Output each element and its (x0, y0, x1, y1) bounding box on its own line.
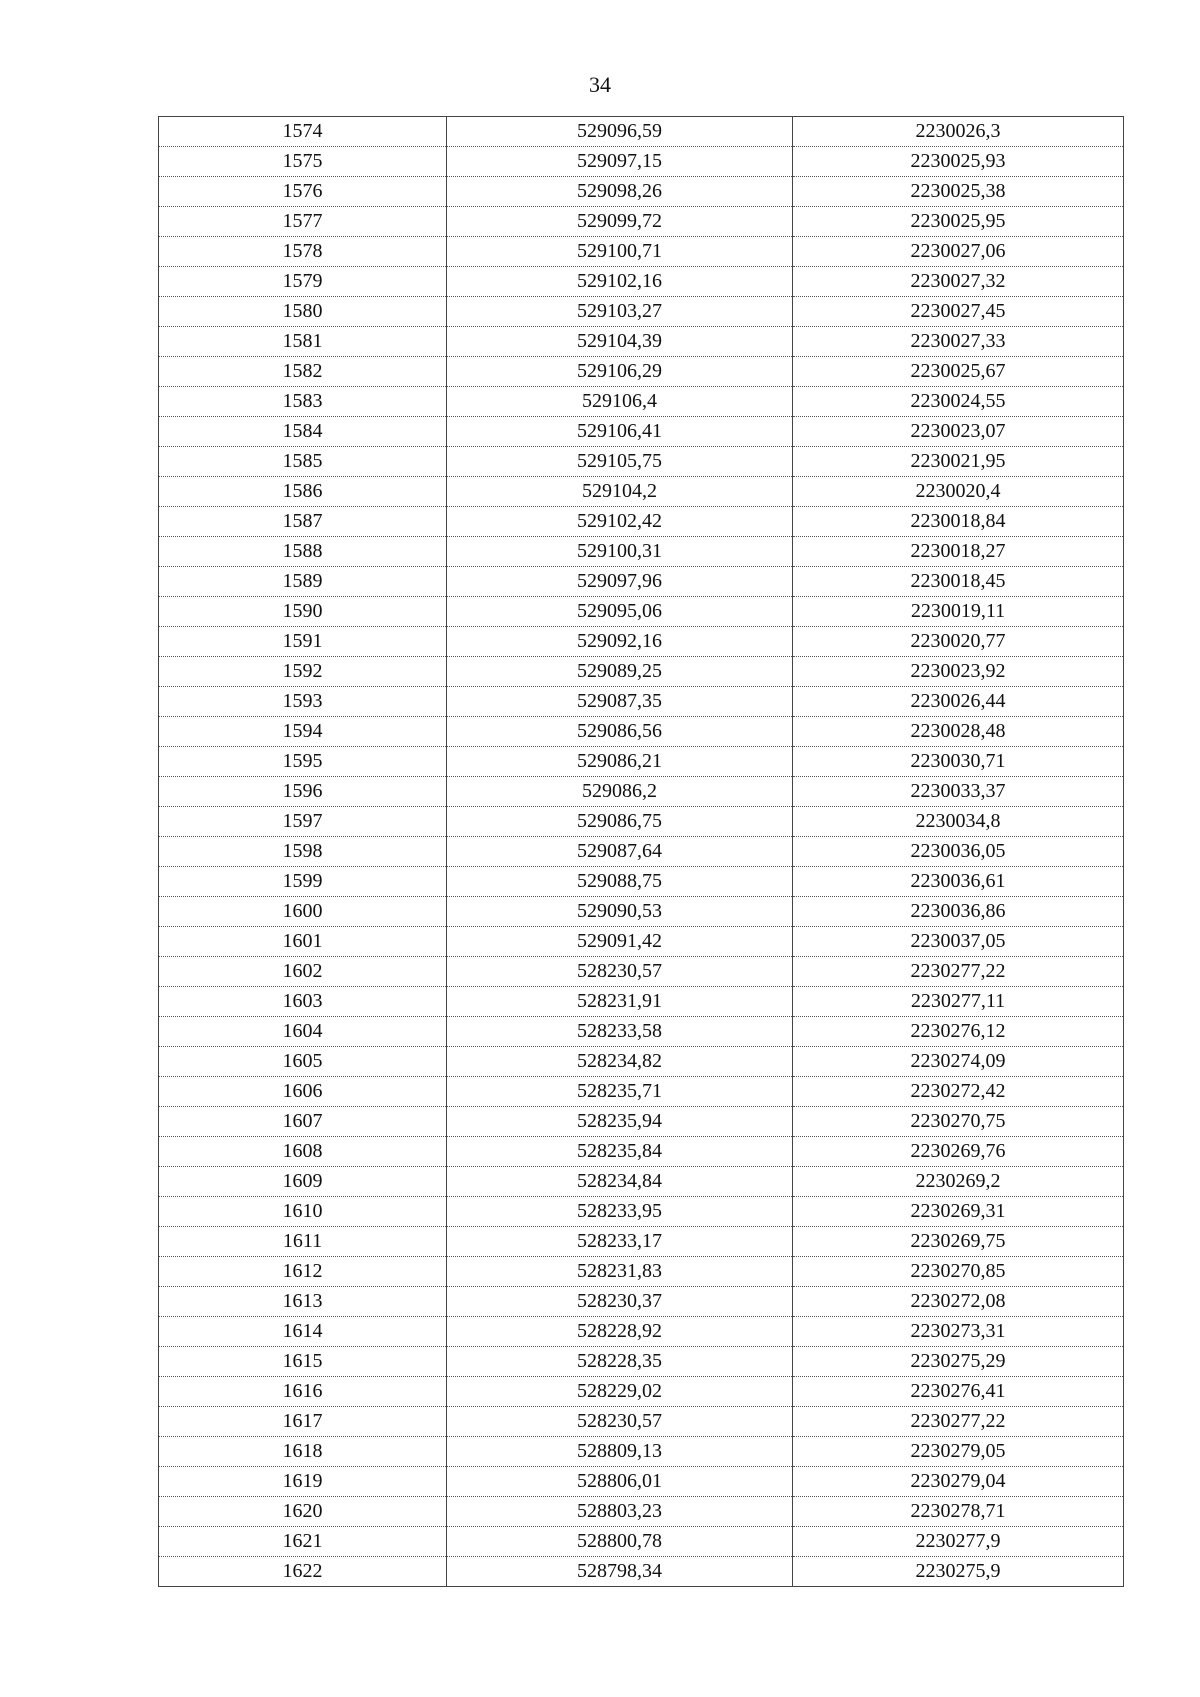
x-coordinate-cell: 528798,34 (447, 1557, 793, 1587)
y-coordinate-cell: 2230025,67 (793, 357, 1124, 387)
x-coordinate-cell: 528235,71 (447, 1077, 793, 1107)
table-row (159, 687, 1124, 717)
y-coordinate-cell: 2230025,95 (793, 207, 1124, 237)
point-number-cell: 1575 (159, 147, 447, 177)
x-coordinate-cell: 528231,83 (447, 1257, 793, 1287)
x-coordinate-cell: 529086,2 (447, 777, 793, 807)
table-row (159, 1497, 1124, 1527)
table-row (159, 1317, 1124, 1347)
y-coordinate-cell: 2230277,22 (793, 1407, 1124, 1437)
point-number-cell: 1614 (159, 1317, 447, 1347)
y-coordinate-cell: 2230027,45 (793, 297, 1124, 327)
table-row (159, 777, 1124, 807)
point-number-cell: 1588 (159, 537, 447, 567)
y-coordinate-cell: 2230024,55 (793, 387, 1124, 417)
table-row (159, 957, 1124, 987)
table-row (159, 1257, 1124, 1287)
y-coordinate-cell: 2230018,45 (793, 567, 1124, 597)
table-row (159, 1287, 1124, 1317)
point-number-cell: 1604 (159, 1017, 447, 1047)
x-coordinate-cell: 529092,16 (447, 627, 793, 657)
x-coordinate-cell: 529088,75 (447, 867, 793, 897)
y-coordinate-cell: 2230276,12 (793, 1017, 1124, 1047)
table-row (159, 807, 1124, 837)
x-coordinate-cell: 529091,42 (447, 927, 793, 957)
y-coordinate-cell: 2230033,37 (793, 777, 1124, 807)
table-row (159, 987, 1124, 1017)
table-row (159, 1137, 1124, 1167)
table-row (159, 297, 1124, 327)
x-coordinate-cell: 529103,27 (447, 297, 793, 327)
point-number-cell: 1599 (159, 867, 447, 897)
point-number-cell: 1619 (159, 1467, 447, 1497)
point-number-cell: 1618 (159, 1437, 447, 1467)
table-row (159, 327, 1124, 357)
point-number-cell: 1582 (159, 357, 447, 387)
y-coordinate-cell: 2230027,32 (793, 267, 1124, 297)
point-number-cell: 1578 (159, 237, 447, 267)
x-coordinate-cell: 528809,13 (447, 1437, 793, 1467)
point-number-cell: 1586 (159, 477, 447, 507)
y-coordinate-cell: 2230277,9 (793, 1527, 1124, 1557)
table-row (159, 837, 1124, 867)
x-coordinate-cell: 529100,31 (447, 537, 793, 567)
x-coordinate-cell: 528228,35 (447, 1347, 793, 1377)
y-coordinate-cell: 2230279,04 (793, 1467, 1124, 1497)
y-coordinate-cell: 2230036,86 (793, 897, 1124, 927)
x-coordinate-cell: 529106,4 (447, 387, 793, 417)
y-coordinate-cell: 2230037,05 (793, 927, 1124, 957)
x-coordinate-cell: 529095,06 (447, 597, 793, 627)
table-row (159, 657, 1124, 687)
table-row (159, 747, 1124, 777)
x-coordinate-cell: 528230,37 (447, 1287, 793, 1317)
x-coordinate-cell: 528235,84 (447, 1137, 793, 1167)
y-coordinate-cell: 2230021,95 (793, 447, 1124, 477)
table-row (159, 267, 1124, 297)
page-number: 34 (589, 72, 611, 97)
y-coordinate-cell: 2230275,29 (793, 1347, 1124, 1377)
y-coordinate-cell: 2230034,8 (793, 807, 1124, 837)
point-number-cell: 1596 (159, 777, 447, 807)
x-coordinate-cell: 529087,64 (447, 837, 793, 867)
point-number-cell: 1584 (159, 417, 447, 447)
table-row (159, 1347, 1124, 1377)
x-coordinate-cell: 529102,42 (447, 507, 793, 537)
x-coordinate-cell: 529096,59 (447, 117, 793, 147)
point-number-cell: 1600 (159, 897, 447, 927)
point-number-cell: 1598 (159, 837, 447, 867)
x-coordinate-cell: 528231,91 (447, 987, 793, 1017)
point-number-cell: 1583 (159, 387, 447, 417)
point-number-cell: 1595 (159, 747, 447, 777)
x-coordinate-cell: 528234,84 (447, 1167, 793, 1197)
point-number-cell: 1591 (159, 627, 447, 657)
coordinates-table-body (159, 117, 1124, 1587)
point-number-cell: 1607 (159, 1107, 447, 1137)
y-coordinate-cell: 2230272,08 (793, 1287, 1124, 1317)
y-coordinate-cell: 2230274,09 (793, 1047, 1124, 1077)
table-row (159, 1017, 1124, 1047)
table-row (159, 597, 1124, 627)
point-number-cell: 1580 (159, 297, 447, 327)
table-row (159, 1407, 1124, 1437)
point-number-cell: 1611 (159, 1227, 447, 1257)
x-coordinate-cell: 528803,23 (447, 1497, 793, 1527)
table-row (159, 1557, 1124, 1587)
y-coordinate-cell: 2230026,44 (793, 687, 1124, 717)
table-row (159, 447, 1124, 477)
table-row (159, 1527, 1124, 1557)
table-row (159, 717, 1124, 747)
point-number-cell: 1616 (159, 1377, 447, 1407)
point-number-cell: 1576 (159, 177, 447, 207)
point-number-cell: 1608 (159, 1137, 447, 1167)
point-number-cell: 1620 (159, 1497, 447, 1527)
y-coordinate-cell: 2230020,77 (793, 627, 1124, 657)
point-number-cell: 1585 (159, 447, 447, 477)
x-coordinate-cell: 529089,25 (447, 657, 793, 687)
x-coordinate-cell: 529097,15 (447, 147, 793, 177)
y-coordinate-cell: 2230273,31 (793, 1317, 1124, 1347)
point-number-cell: 1622 (159, 1557, 447, 1587)
y-coordinate-cell: 2230275,9 (793, 1557, 1124, 1587)
table-row (159, 627, 1124, 657)
point-number-cell: 1577 (159, 207, 447, 237)
x-coordinate-cell: 528235,94 (447, 1107, 793, 1137)
table-row (159, 1167, 1124, 1197)
table-row (159, 147, 1124, 177)
y-coordinate-cell: 2230277,22 (793, 957, 1124, 987)
table-row (159, 1047, 1124, 1077)
point-number-cell: 1603 (159, 987, 447, 1017)
y-coordinate-cell: 2230025,93 (793, 147, 1124, 177)
x-coordinate-cell: 529086,56 (447, 717, 793, 747)
y-coordinate-cell: 2230019,11 (793, 597, 1124, 627)
x-coordinate-cell: 529106,41 (447, 417, 793, 447)
x-coordinate-cell: 529104,2 (447, 477, 793, 507)
point-number-cell: 1597 (159, 807, 447, 837)
point-number-cell: 1593 (159, 687, 447, 717)
point-number-cell: 1612 (159, 1257, 447, 1287)
coordinates-table (158, 116, 1124, 1587)
point-number-cell: 1621 (159, 1527, 447, 1557)
table-row (159, 477, 1124, 507)
table-row (159, 1197, 1124, 1227)
x-coordinate-cell: 529106,29 (447, 357, 793, 387)
x-coordinate-cell: 528806,01 (447, 1467, 793, 1497)
table-row (159, 177, 1124, 207)
y-coordinate-cell: 2230018,84 (793, 507, 1124, 537)
x-coordinate-cell: 529097,96 (447, 567, 793, 597)
point-number-cell: 1613 (159, 1287, 447, 1317)
table-row (159, 507, 1124, 537)
x-coordinate-cell: 528233,17 (447, 1227, 793, 1257)
point-number-cell: 1581 (159, 327, 447, 357)
point-number-cell: 1615 (159, 1347, 447, 1377)
table-row (159, 117, 1124, 147)
table-row (159, 867, 1124, 897)
y-coordinate-cell: 2230018,27 (793, 537, 1124, 567)
y-coordinate-cell: 2230269,31 (793, 1197, 1124, 1227)
y-coordinate-cell: 2230027,33 (793, 327, 1124, 357)
table-row (159, 1107, 1124, 1137)
x-coordinate-cell: 529086,75 (447, 807, 793, 837)
y-coordinate-cell: 2230036,05 (793, 837, 1124, 867)
x-coordinate-cell: 528800,78 (447, 1527, 793, 1557)
x-coordinate-cell: 528234,82 (447, 1047, 793, 1077)
y-coordinate-cell: 2230279,05 (793, 1437, 1124, 1467)
x-coordinate-cell: 529105,75 (447, 447, 793, 477)
point-number-cell: 1605 (159, 1047, 447, 1077)
table-row (159, 1467, 1124, 1497)
point-number-cell: 1590 (159, 597, 447, 627)
y-coordinate-cell: 2230269,2 (793, 1167, 1124, 1197)
point-number-cell: 1602 (159, 957, 447, 987)
y-coordinate-cell: 2230278,71 (793, 1497, 1124, 1527)
y-coordinate-cell: 2230276,41 (793, 1377, 1124, 1407)
x-coordinate-cell: 529104,39 (447, 327, 793, 357)
table-row (159, 207, 1124, 237)
x-coordinate-cell: 528228,92 (447, 1317, 793, 1347)
y-coordinate-cell: 2230026,3 (793, 117, 1124, 147)
table-row (159, 537, 1124, 567)
table-row (159, 417, 1124, 447)
table-row (159, 1377, 1124, 1407)
table-row (159, 357, 1124, 387)
y-coordinate-cell: 2230270,75 (793, 1107, 1124, 1137)
y-coordinate-cell: 2230269,75 (793, 1227, 1124, 1257)
point-number-cell: 1609 (159, 1167, 447, 1197)
point-number-cell: 1606 (159, 1077, 447, 1107)
x-coordinate-cell: 529099,72 (447, 207, 793, 237)
y-coordinate-cell: 2230020,4 (793, 477, 1124, 507)
y-coordinate-cell: 2230023,07 (793, 417, 1124, 447)
y-coordinate-cell: 2230277,11 (793, 987, 1124, 1017)
x-coordinate-cell: 528233,95 (447, 1197, 793, 1227)
x-coordinate-cell: 528230,57 (447, 957, 793, 987)
point-number-cell: 1601 (159, 927, 447, 957)
x-coordinate-cell: 528230,57 (447, 1407, 793, 1437)
point-number-cell: 1587 (159, 507, 447, 537)
y-coordinate-cell: 2230036,61 (793, 867, 1124, 897)
table-row (159, 1227, 1124, 1257)
y-coordinate-cell: 2230025,38 (793, 177, 1124, 207)
table-row (159, 387, 1124, 417)
table-row (159, 237, 1124, 267)
table-row (159, 567, 1124, 597)
x-coordinate-cell: 529100,71 (447, 237, 793, 267)
table-row (159, 897, 1124, 927)
x-coordinate-cell: 529098,26 (447, 177, 793, 207)
point-number-cell: 1617 (159, 1407, 447, 1437)
y-coordinate-cell: 2230269,76 (793, 1137, 1124, 1167)
point-number-cell: 1589 (159, 567, 447, 597)
x-coordinate-cell: 529087,35 (447, 687, 793, 717)
y-coordinate-cell: 2230023,92 (793, 657, 1124, 687)
x-coordinate-cell: 528233,58 (447, 1017, 793, 1047)
y-coordinate-cell: 2230270,85 (793, 1257, 1124, 1287)
y-coordinate-cell: 2230030,71 (793, 747, 1124, 777)
point-number-cell: 1574 (159, 117, 447, 147)
point-number-cell: 1592 (159, 657, 447, 687)
x-coordinate-cell: 528229,02 (447, 1377, 793, 1407)
point-number-cell: 1610 (159, 1197, 447, 1227)
point-number-cell: 1579 (159, 267, 447, 297)
y-coordinate-cell: 2230028,48 (793, 717, 1124, 747)
table-row (159, 1437, 1124, 1467)
x-coordinate-cell: 529090,53 (447, 897, 793, 927)
y-coordinate-cell: 2230027,06 (793, 237, 1124, 267)
point-number-cell: 1594 (159, 717, 447, 747)
table-row (159, 927, 1124, 957)
y-coordinate-cell: 2230272,42 (793, 1077, 1124, 1107)
x-coordinate-cell: 529102,16 (447, 267, 793, 297)
x-coordinate-cell: 529086,21 (447, 747, 793, 777)
table-row (159, 1077, 1124, 1107)
